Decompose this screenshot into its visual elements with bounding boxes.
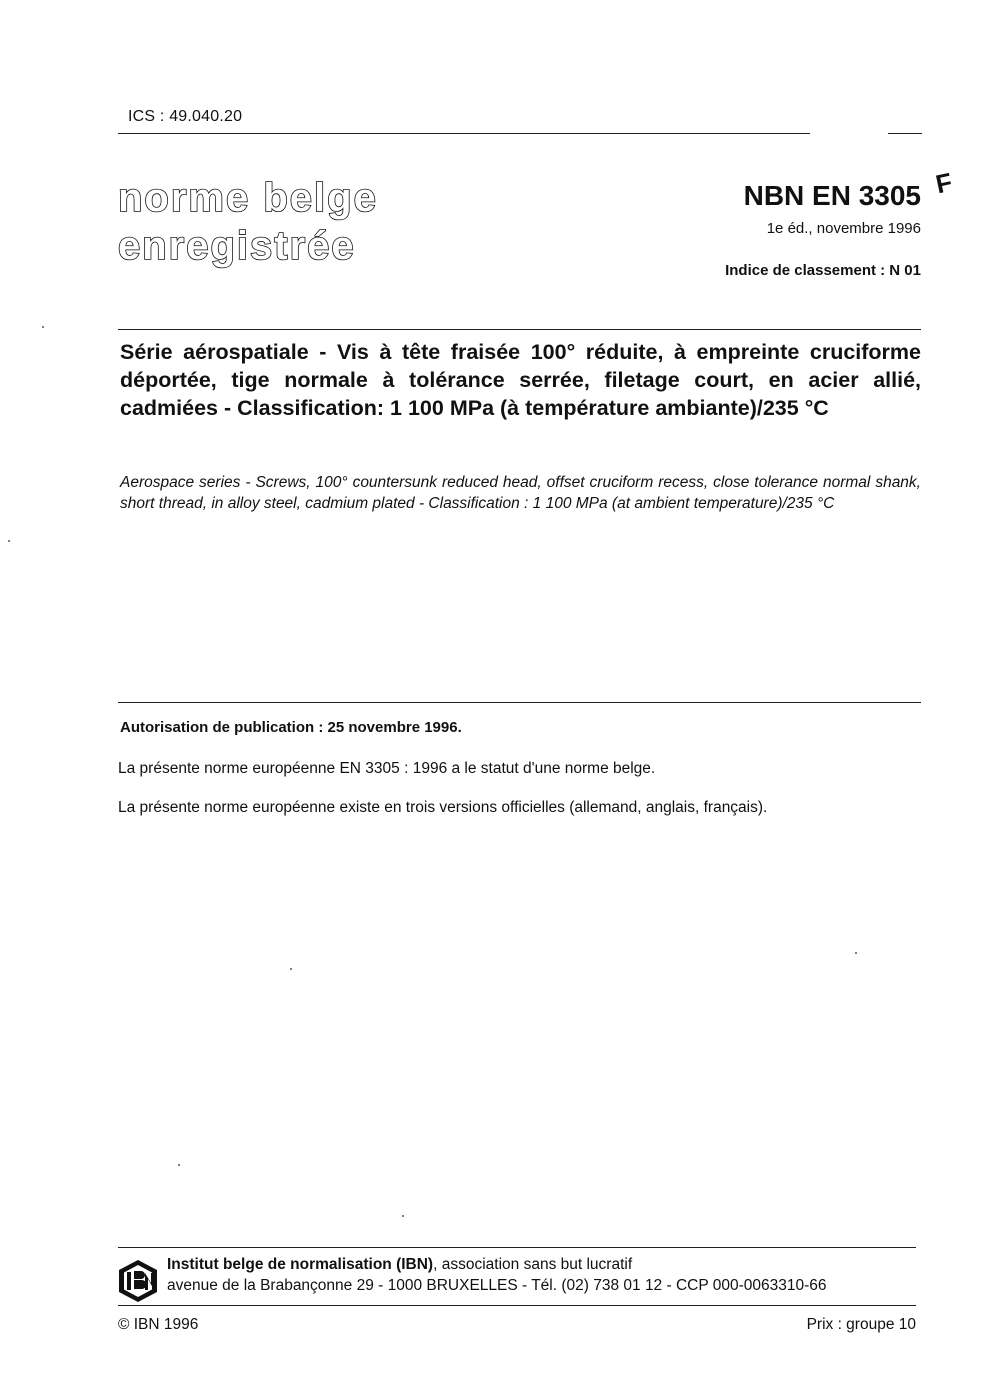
institute-description: , association sans but lucratif <box>433 1256 633 1273</box>
scan-speck <box>8 540 10 542</box>
scan-speck <box>402 1215 404 1217</box>
publication-authorisation: Autorisation de publication : 25 novembre 1996. <box>120 719 462 736</box>
scan-speck <box>290 968 292 970</box>
title-english: Aerospace series - Screws, 100° countersunk reduced head, offset cruciform recess, close tolerance normal shank, short thread, in alloy steel, cadmium plated - Classification : 1 100 MPa (at ambient temperature)/235 °C <box>120 474 921 512</box>
institute-line <box>167 1256 632 1274</box>
footer-rule <box>118 1247 916 1248</box>
middle-rule <box>118 702 921 703</box>
ibn-logo-icon <box>116 1258 160 1304</box>
scan-speck <box>42 326 44 328</box>
title-french: Série aérospatiale - Vis à tête fraisée 100° réduite, à empreinte cruciforme déportée, tige normale à tolérance serrée, filetage court, en acier allié, cadmiées - Classification: 1 100 MPa (à température ambiante)/235 °C <box>120 340 921 420</box>
brand-line-1: norme belge <box>118 176 378 220</box>
versions-statement: La présente norme européenne existe en trois versions officielles (allemand, anglais, français). <box>118 799 768 816</box>
institute-name: Institut belge de normalisation (IBN) <box>167 1256 434 1273</box>
ics-code: ICS : 49.040.20 <box>128 108 243 125</box>
copyright: © IBN 1996 <box>118 1316 199 1333</box>
scan-speck <box>178 1164 180 1166</box>
margin-mark: F <box>932 166 955 200</box>
top-rule-short <box>888 133 922 134</box>
status-statement: La présente norme européenne EN 3305 : 1996 a le statut d'une norme belge. <box>118 760 656 777</box>
bottom-rule <box>118 1305 916 1306</box>
price-group: Prix : groupe 10 <box>806 1316 916 1333</box>
edition-date: 1e éd., novembre 1996 <box>766 220 921 237</box>
institute-address: avenue de la Brabançonne 29 - 1000 BRUXELLES - Tél. (02) 738 01 12 - CCP 000-0063310-66 <box>167 1277 827 1294</box>
top-rule <box>118 133 810 134</box>
standard-number: NBN EN 3305 <box>743 180 921 211</box>
scan-speck <box>855 952 857 954</box>
classification-index: Indice de classement : N 01 <box>725 262 921 279</box>
brand-line-2: enregistrée <box>118 224 356 268</box>
title-rule <box>118 329 921 330</box>
